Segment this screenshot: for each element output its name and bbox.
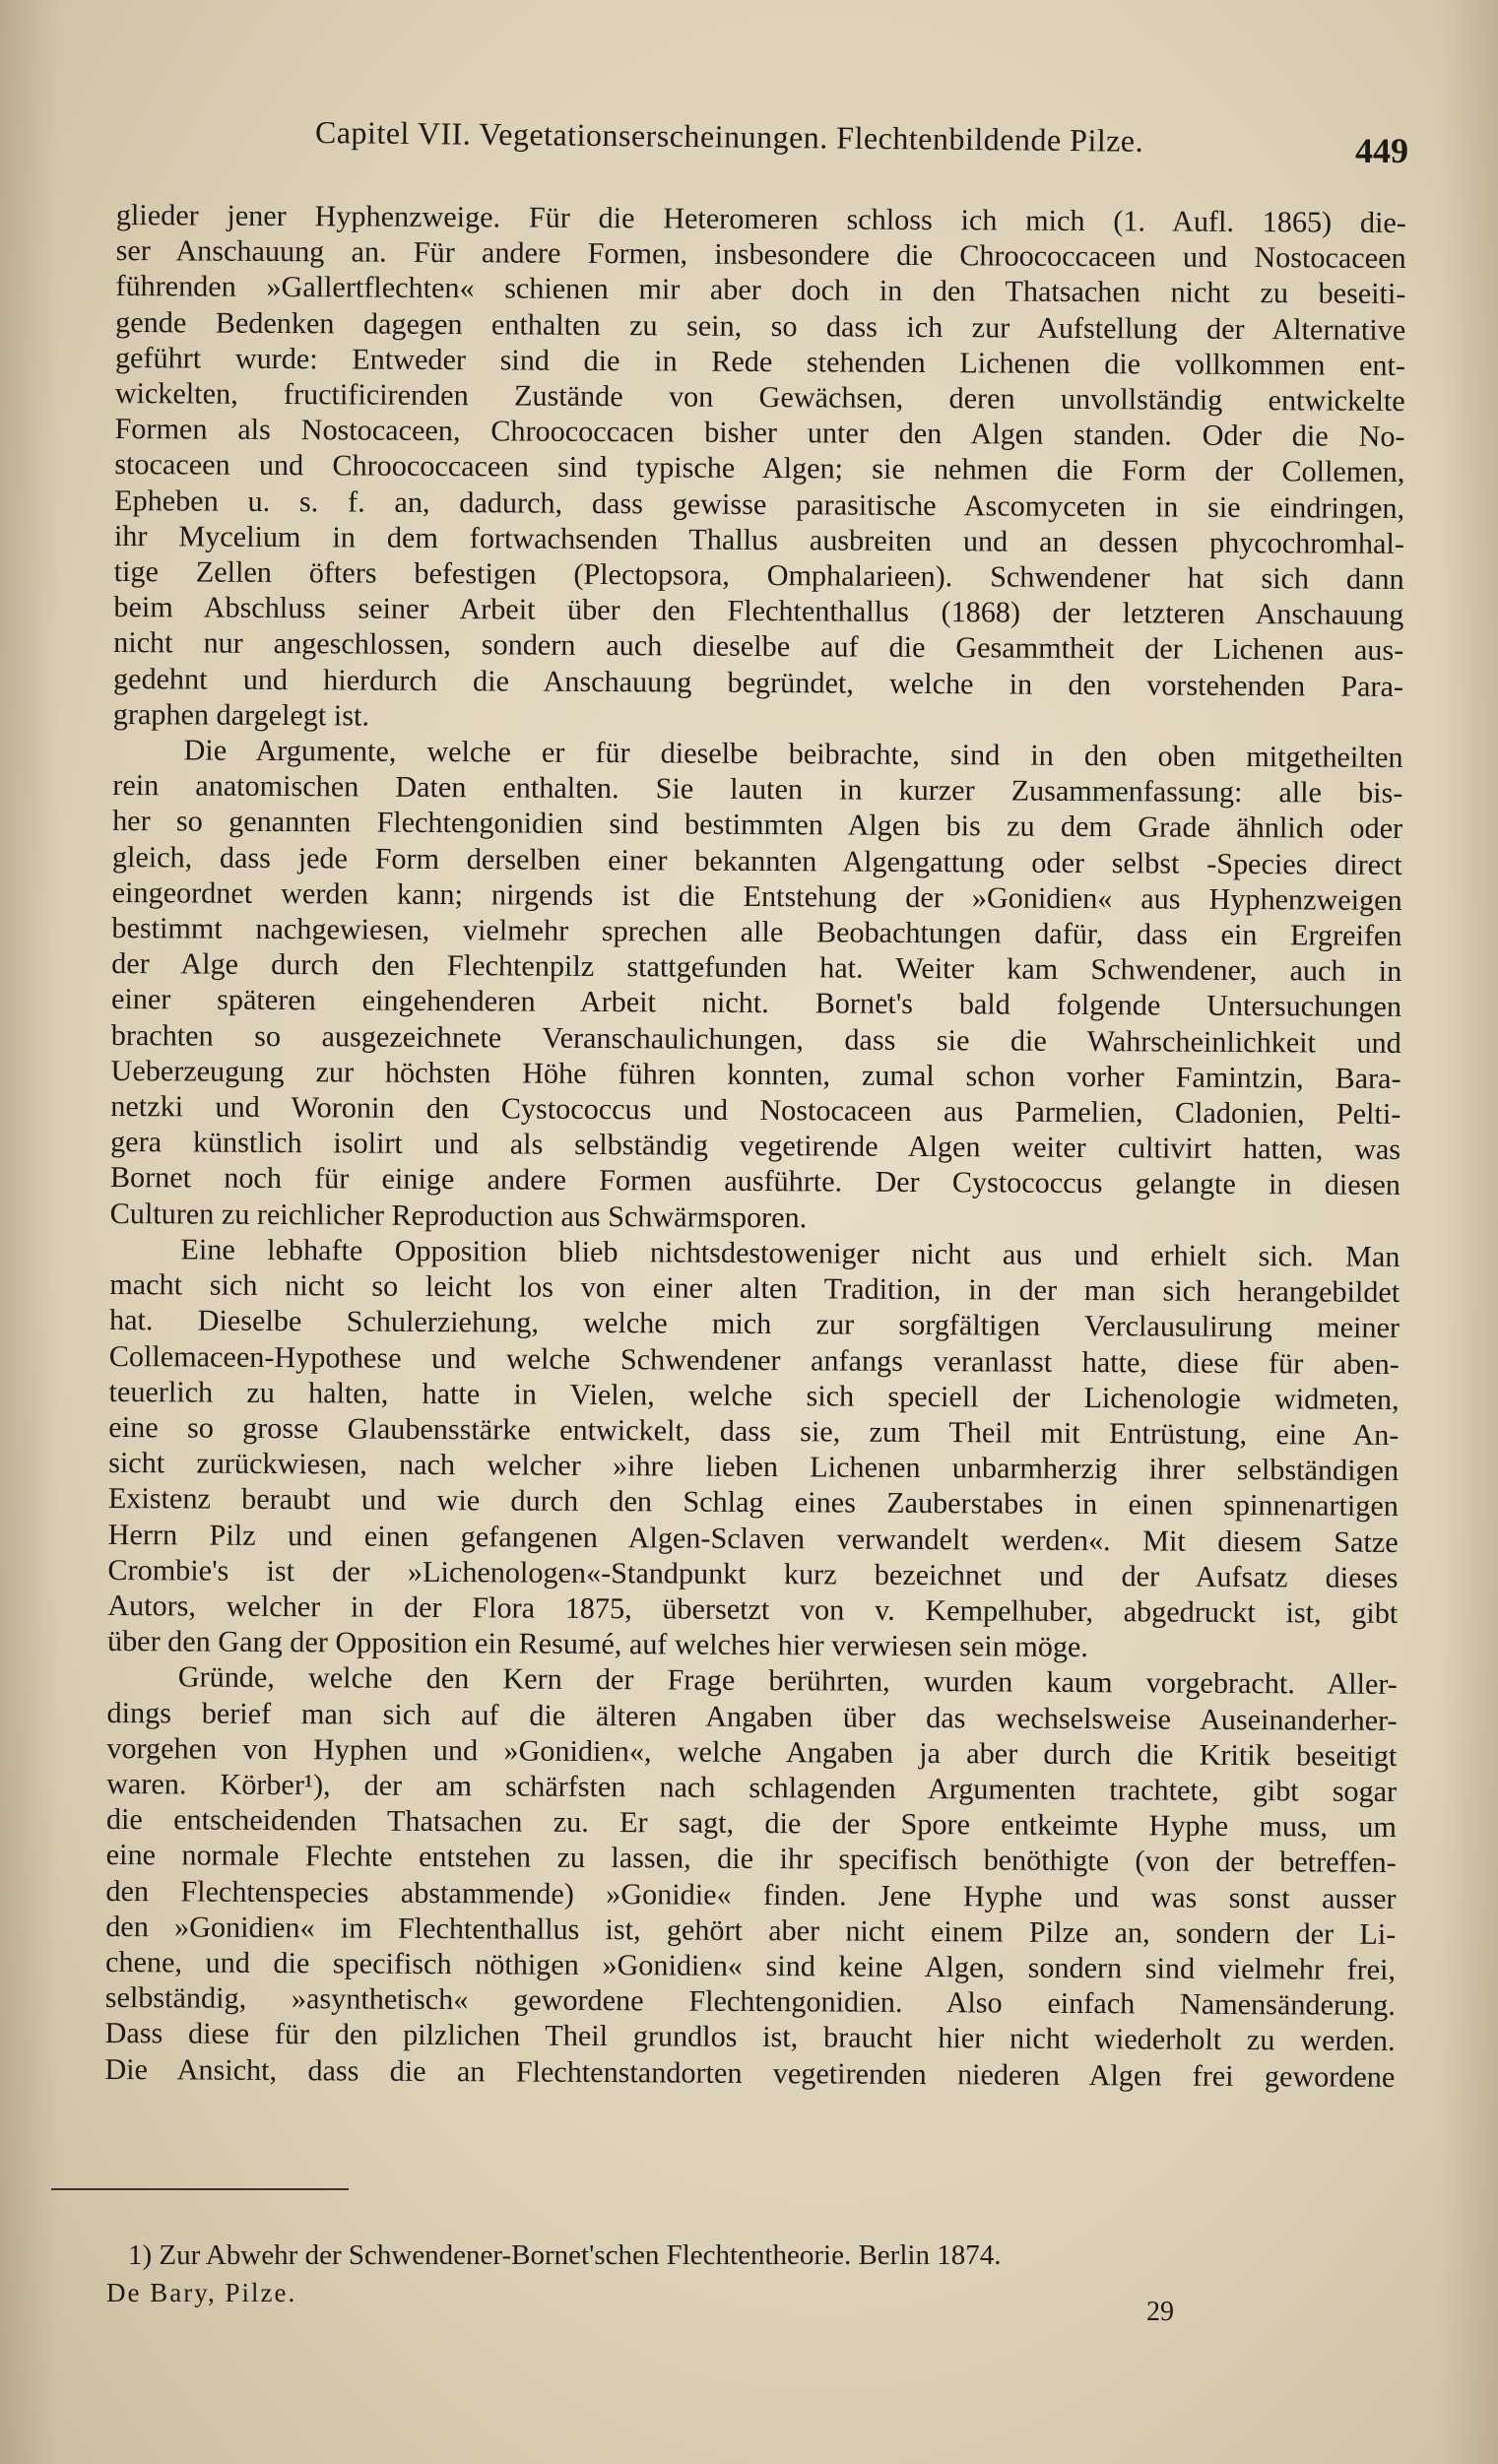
text-line: geführt wurde: Entweder sind die in Rede stehenden Lichenen die vollkommen ent- [114,340,1406,382]
text-line: wickelten, fructificirenden Zustände von Gewächsen, deren unvollständig entwickelte [114,376,1405,419]
text-line: Gründe, welche den Kern der Frage berührten, wurden kaum vorgebracht. Aller- [177,1659,1398,1702]
text-line: netzki und Woronin den Cystococcus und Nostocaceen aus Parmelien, Cladonien, Pelti- [110,1089,1401,1132]
page-edge-shadow-right [1439,0,1498,2464]
text-line: Die Argumente, welche er für dieselbe beibrachte, sind in den oben mitgetheilten [183,733,1403,775]
text-line: chene, und die specifisch nöthigen »Gonidien« sind keine Algen, sondern sind vielmehr frei, [104,1944,1397,1986]
text-line: beim Abschluss seiner Arbeit über den Flechtenthallus (1868) der letzteren Anschauung [113,590,1404,632]
text-line: graphen dargelegt ist. [112,696,370,733]
footnote: 1) Zur Abwehr der Schwendener-Bornet'schen Flechtentheorie. Berlin 1874. [128,2239,1002,2271]
text-line: bestimmt nachgewiesen, vielmehr sprechen alle Beobachtungen dafür, dass ein Ergreifen [111,911,1402,953]
text-line: eine normale Flechte entstehen zu lassen, die ihr specifisch benöthigte (von der betreffen- [105,1838,1397,1880]
text-line: gleich, dass jede Form derselben einer bekannten Algengattung oder selbst -Species direct [111,839,1402,881]
text-line: Epheben u. s. f. an, dadurch, dass gewisse parasitische Ascomyceten in sie eindringen, [114,483,1405,525]
text-line: macht sich nicht so leicht los von einer alten Tradition, in der man sich herangebildet [109,1267,1400,1310]
text-line: Crombie's ist der »Lichenologen«-Standpunkt kurz bezeichnet und der Aufsatz dieses [107,1552,1399,1594]
text-line: über den Gang der Opposition ein Resumé, auf welches hier verwiesen sein möge. [106,1624,1089,1664]
text-line: Culturen zu reichlicher Reproduction aus Schwärmsporen. [109,1196,808,1234]
text-line: der Alge durch den Flechtenpilz stattgefunden hat. Weiter kam Schwendener, auch in [111,946,1402,989]
text-line: gende Bedenken dagegen enthalten zu sein, so dass ich zur Aufstellung der Alternative [115,304,1406,347]
text-line: gera künstlich isolirt und als selbständig vegetirende Algen weiter cultivirt hatten, was [110,1125,1401,1167]
text-line: vorgehen von Hyphen und »Gonidien«, welche Angaben ja aber durch die Kritik beseitigt [106,1730,1398,1773]
text-line: Dass diese für den pilzlichen Theil grundlos ist, braucht hier nicht wiederholt zu werden. [104,2016,1396,2058]
signature-mark: De Bary, Pilze. [106,2278,297,2307]
running-head: Capitel VII. Vegetationserscheinungen. Flechtenbildende Pilze. [314,114,1144,159]
text-line: Ueberzeugung zur höchsten Höhe führen konnten, zumal schon vorher Famintzin, Bara- [110,1053,1401,1095]
text-line: brachten so ausgezeichnete Veranschaulichungen, dass sie die Wahrscheinlichkeit und [110,1017,1401,1060]
text-line: Collemaceen-Hypothese und welche Schwendener anfangs veranlasst hatte, diese für aben- [108,1338,1400,1381]
text-line: rein anatomischen Daten enthalten. Sie lauten in kurzer Zusammenfassung: alle bis- [112,768,1403,811]
text-line: Die Ansicht, dass die an Flechtenstandorten vegetirenden niederen Algen frei gewordene [104,2051,1396,2094]
text-line: Herrn Pilz und einen gefangenen Algen-Sclaven verwandelt werden«. Mit diesem Satze [107,1517,1399,1559]
text-line: den »Gonidien« im Flechtenthallus ist, gehört aber nicht einem Pilze an, sondern der Li- [105,1909,1397,1951]
footnote-divider [51,2188,349,2190]
text-line: stocaceen und Chroococcaceen sind typische Algen; sie nehmen die Form der Collemen, [114,447,1405,489]
text-line: führenden »Gallertflechten« schienen mir aber doch in den Thatsachen nicht zu beseiti- [115,269,1406,311]
text-line: hat. Dieselbe Schulerziehung, welche mich zur sorgfältigen Verclausulirung meiner [108,1303,1400,1345]
text-line: Eine lebhafte Opposition blieb nichtsdestoweniger nicht aus und erhielt sich. Man [180,1232,1400,1273]
text-line: tige Zellen öfters befestigen (Plectopsora, Omphalarieen). Schwendener hat sich dann [113,554,1404,597]
text-line: eingeordnet werden kann; nirgends ist die Entstehung der »Gonidien« aus Hyphenzweigen [111,875,1402,917]
page-number: 449 [1355,131,1408,170]
text-line: den Flechtenspecies abstammende) »Gonidie« finden. Jene Hyphe und was sonst ausser [105,1873,1397,1915]
text-line: gedehnt und hierdurch die Anschauung begründet, welche in den vorstehenden Para- [112,661,1404,703]
text-line: Bornet noch für einige andere Formen ausführte. Der Cystococcus gelangte in diesen [109,1160,1400,1202]
text-line: Formen als Nostocaceen, Chroococcacen bisher unter den Algen standen. Oder die No- [114,412,1405,454]
text-line: ser Anschauung an. Für andere Formen, insbesondere die Chroococcaceen und Nostocaceen [115,233,1406,276]
text-line: dings berief man sich auf die älteren Angaben über das wechselsweise Auseinanderher- [106,1695,1398,1737]
text-line: nicht nur angeschlossen, sondern auch dieselbe auf die Gesammtheit der Lichenen aus- [113,625,1404,668]
text-line: teuerlich zu halten, hatte in Vielen, welche sich speciell der Lichenologie widmeten, [108,1374,1400,1416]
text-line: Existenz beraubt und wie durch den Schlag eines Zauberstabes in einen spinnenartigen [107,1481,1400,1524]
text-line: waren. Körber¹), der am schärfsten nach schlagenden Argumenten trachtete, gibt sogar [106,1766,1398,1808]
body-text [104,197,1406,2095]
text-line: ihr Mycelium in dem fortwachsenden Thallus ausbreiten und an dessen phycochromhal- [113,518,1404,560]
sheet-number: 29 [1146,2297,1174,2327]
text-line: her so genannten Flechtengonidien sind bestimmten Algen bis zu dem Grade ähnlich oder [112,804,1403,846]
text-line: einer späteren eingehenderen Arbeit nicht. Bornet's bald folgende Untersuchungen [110,982,1402,1024]
page-header [315,110,1408,169]
text-line: sicht zurückwiesen, nach welcher »ihre lieben Lichenen unbarmherzig ihrer selbständigen [108,1446,1400,1488]
page-edge-shadow-left [0,0,59,2464]
text-line: glieder jener Hyphenzweige. Für die Heteromeren schloss ich mich (1. Aufl. 1865) die- [115,197,1406,240]
text-line: die entscheidenden Thatsachen zu. Er sagt, die der Spore entkeimte Hyphe muss, um [105,1802,1398,1845]
text-line: eine so grosse Glaubensstärke entwickelt, dass sie, zum Theil mit Entrüstung, eine An- [108,1409,1400,1452]
text-line: Autors, welcher in der Flora 1875, übersetzt von v. Kempelhuber, abgedruckt ist, gibt [107,1588,1399,1630]
text-line: selbständig, »asynthetisch« gewordene Flechtengonidien. Also einfach Namensänderung. [104,1980,1396,2023]
